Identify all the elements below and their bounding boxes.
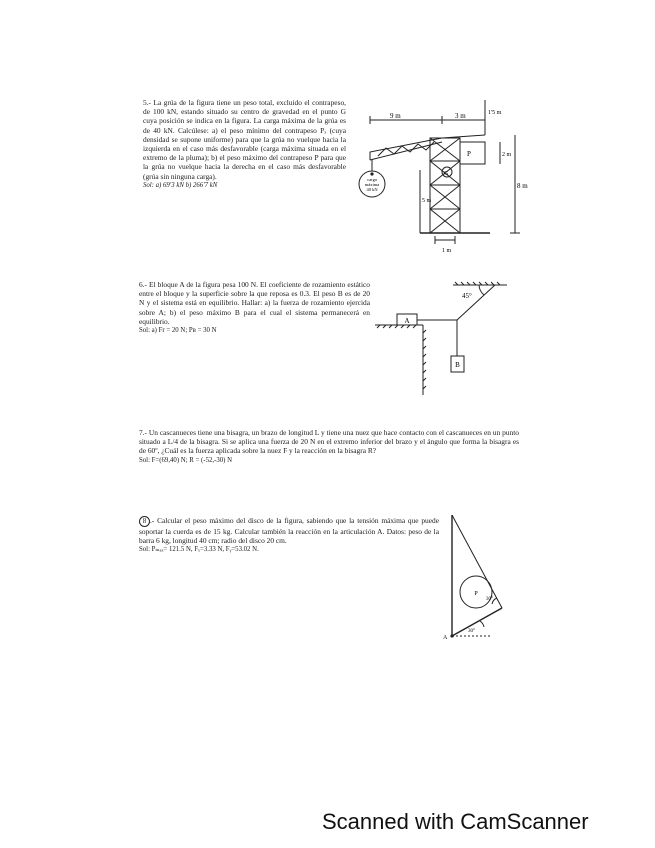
problem-5-solution: Sol: a) 69'3 kN b) 266'7 kN	[143, 181, 218, 189]
load-label-line2: máxima	[364, 182, 380, 187]
problem-6-solution: Sol: a) Fr = 20 N; Pʙ = 30 N	[139, 327, 217, 335]
angle-45-label: 45°	[462, 292, 472, 300]
crane-figure	[350, 90, 530, 265]
camscanner-watermark: Scanned with CamScanner	[322, 809, 589, 834]
dim-1m: 1 m	[442, 248, 452, 254]
counterweight-label: P	[467, 150, 471, 158]
problem-7	[139, 428, 519, 465]
dim-5m: 5 m	[422, 198, 432, 204]
problem-6-text: 6.- El bloque A de la figura pesa 100 N. El coeficiente de rozamiento estático entre el bloque y la superficie sobre la que reposa es 0.3. El peso B es de 20 N y el sistema está en equilibrio. Hallar: a) la fuerza de rozamiento ejercida sobre A; b) el peso máximo B para el cual el sistema permanecerá en equilibrio.	[139, 280, 370, 326]
dim-1-5m: 1'5 m	[488, 110, 502, 116]
dim-3m: 3 m	[455, 112, 466, 120]
disc-label: P	[474, 591, 478, 597]
dim-8m: 8 m	[517, 182, 528, 190]
dim-9m: 9 m	[390, 112, 401, 120]
problem-6	[139, 280, 370, 335]
problem-7-solution: Sol: F=(69,40) N; R = (-52,-30) N	[139, 456, 233, 464]
block-pulley-figure	[375, 280, 515, 400]
problem-8	[139, 516, 439, 555]
pivot-a-label: A	[443, 635, 448, 641]
disc-bar-figure	[440, 510, 510, 645]
problem-5-text: 5.- La grúa de la figura tiene un peso total, excluido el contrapeso, de 100 kN, estando situado su centro de gravedad en el punto G cuya posición se indica en la figura. La carga máxima de la grúa es de 40 kN. Calcúlese: a) el peso mínimo del contrapeso Pₓ (cuya densidad se supone uniforme) para que la grúa no vuelque hacia la izquierda en el caso más desfavorable (carga máxima situada en el extremo de la pluma); b) el peso máximo del contrapeso P para que la grúa no vuelque hacia la derecha en el caso más desfavorable (grúa sin ninguna carga).	[143, 98, 346, 181]
problem-8-number: 8	[139, 516, 150, 527]
load-label-line3: 40 kN	[366, 187, 378, 192]
dim-2m: 2 m	[502, 152, 512, 158]
problem-5	[143, 98, 346, 190]
problem-8-text: .- Calcular el peso máximo del disco de la figura, sabiendo que la tensión máxima que puede soportar la cuerda es de 15 kg. Calcular también la reacción en la articulación A. Datos: peso de la barra 6 kg, longitud 40 cm; radio del disco 20 cm.	[139, 516, 439, 546]
block-b-label: B	[455, 361, 460, 369]
block-a-label: A	[404, 317, 410, 325]
center-of-gravity-label: G	[444, 171, 449, 177]
angle-top-label: 30°	[486, 597, 493, 602]
angle-bottom-label: 30°	[468, 629, 475, 634]
problem-7-text: 7.- Un cascanueces tiene una bisagra, un brazo de longitud L y tiene una nuez que hace contacto con el cascanueces en un punto situado a L/4 de la bisagra. Si se aplica una fuerza de 20 N en el extremo inferior del brazo y el ángulo que forma la bisagra es de 60º, ¿Cuál es la fuerza aplicada sobre la nuez F y la reacción en la bisagra R?	[139, 428, 519, 456]
problem-8-solution: Sol: Pₘₐₓ= 121.5 N, Fₓ=3.33 N, Fᵧ=53.02 N.	[139, 546, 259, 554]
load-label-line1: carga	[367, 177, 377, 182]
